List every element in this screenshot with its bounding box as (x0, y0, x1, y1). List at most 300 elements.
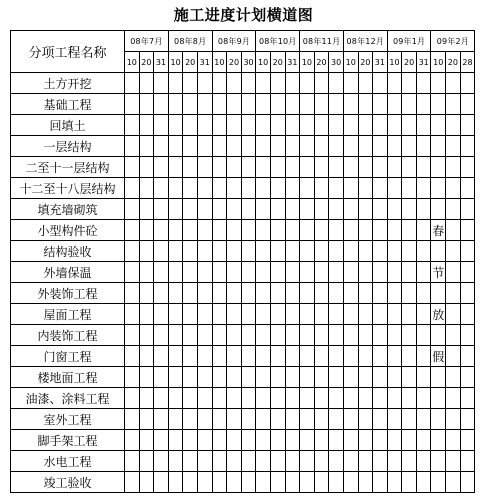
schedule-cell (329, 304, 344, 325)
schedule-cell (256, 136, 271, 157)
schedule-cell (460, 304, 475, 325)
schedule-cell (343, 157, 358, 178)
schedule-cell (358, 199, 373, 220)
schedule-cell (212, 241, 227, 262)
schedule-cell (460, 367, 475, 388)
schedule-cell (139, 430, 154, 451)
schedule-cell (314, 472, 329, 493)
task-row (11, 73, 475, 94)
schedule-cell (416, 199, 431, 220)
schedule-cell (168, 367, 183, 388)
day-header: 31 (416, 52, 431, 73)
schedule-cell (314, 94, 329, 115)
schedule-cell (270, 430, 285, 451)
schedule-cell (358, 115, 373, 136)
schedule-cell (168, 409, 183, 430)
schedule-cell (183, 388, 198, 409)
task-row (11, 115, 475, 136)
schedule-cell (270, 472, 285, 493)
schedule-cell (387, 241, 402, 262)
schedule-cell (402, 178, 417, 199)
schedule-cell (154, 178, 169, 199)
schedule-cell (300, 94, 315, 115)
schedule-cell (212, 304, 227, 325)
schedule-cell (256, 430, 271, 451)
day-header: 20 (183, 52, 198, 73)
schedule-cell (402, 220, 417, 241)
schedule-cell (256, 94, 271, 115)
schedule-cell (343, 73, 358, 94)
schedule-cell (314, 367, 329, 388)
schedule-cell (387, 472, 402, 493)
schedule-cell (256, 346, 271, 367)
schedule-cell (314, 304, 329, 325)
schedule-cell (241, 220, 256, 241)
task-row (11, 94, 475, 115)
schedule-cell (460, 73, 475, 94)
schedule-cell (416, 262, 431, 283)
schedule-cell (446, 430, 461, 451)
day-header: 20 (314, 52, 329, 73)
schedule-cell (197, 115, 212, 136)
schedule-cell (168, 199, 183, 220)
schedule-cell (197, 304, 212, 325)
schedule-cell (270, 409, 285, 430)
schedule-cell (300, 346, 315, 367)
schedule-cell (300, 283, 315, 304)
schedule-cell (183, 178, 198, 199)
day-header: 10 (343, 52, 358, 73)
schedule-cell (460, 388, 475, 409)
task-name: 竣工验收 (11, 472, 125, 493)
schedule-cell (416, 115, 431, 136)
schedule-cell (125, 304, 140, 325)
schedule-cell (241, 388, 256, 409)
schedule-cell (314, 346, 329, 367)
schedule-cell (183, 409, 198, 430)
schedule-cell (300, 388, 315, 409)
schedule-cell (416, 241, 431, 262)
schedule-cell (373, 73, 388, 94)
schedule-cell (197, 451, 212, 472)
schedule-cell (197, 325, 212, 346)
schedule-cell (270, 283, 285, 304)
schedule-cell (358, 262, 373, 283)
schedule-cell (373, 325, 388, 346)
task-name: 水电工程 (11, 451, 125, 472)
day-header: 20 (446, 52, 461, 73)
schedule-cell (212, 178, 227, 199)
schedule-cell (154, 283, 169, 304)
schedule-cell (402, 472, 417, 493)
schedule-cell (285, 304, 300, 325)
task-row (11, 325, 475, 346)
schedule-cell (168, 220, 183, 241)
schedule-cell (256, 115, 271, 136)
schedule-cell (212, 409, 227, 430)
schedule-cell (168, 73, 183, 94)
schedule-cell (343, 178, 358, 199)
schedule-cell (329, 367, 344, 388)
schedule-cell (358, 94, 373, 115)
schedule-cell (373, 472, 388, 493)
schedule-cell (183, 346, 198, 367)
schedule-cell (183, 115, 198, 136)
schedule-cell (446, 388, 461, 409)
month-header: 09年1月 (387, 31, 431, 52)
schedule-cell (460, 409, 475, 430)
day-header: 10 (300, 52, 315, 73)
schedule-cell (431, 430, 446, 451)
schedule-cell (212, 94, 227, 115)
month-header: 09年2月 (431, 31, 475, 52)
day-header: 28 (460, 52, 475, 73)
schedule-cell (329, 136, 344, 157)
schedule-cell (402, 304, 417, 325)
schedule-cell (197, 262, 212, 283)
schedule-cell (197, 346, 212, 367)
schedule-cell (139, 178, 154, 199)
schedule-cell (139, 451, 154, 472)
schedule-cell (314, 430, 329, 451)
schedule-cell (256, 199, 271, 220)
schedule-cell (125, 199, 140, 220)
schedule-cell (212, 262, 227, 283)
day-header: 20 (227, 52, 242, 73)
schedule-cell (256, 73, 271, 94)
schedule-cell (241, 346, 256, 367)
schedule-cell (329, 178, 344, 199)
schedule-cell (227, 199, 242, 220)
schedule-cell (154, 115, 169, 136)
schedule-cell (343, 199, 358, 220)
schedule-cell (446, 199, 461, 220)
schedule-cell (241, 136, 256, 157)
schedule-cell (460, 472, 475, 493)
schedule-cell (197, 199, 212, 220)
schedule-cell (446, 136, 461, 157)
task-name: 内装饰工程 (11, 325, 125, 346)
schedule-cell (285, 241, 300, 262)
month-header: 08年12月 (343, 31, 387, 52)
schedule-cell (343, 409, 358, 430)
schedule-cell (402, 283, 417, 304)
schedule-cell (125, 283, 140, 304)
day-header: 10 (125, 52, 140, 73)
schedule-cell (314, 388, 329, 409)
schedule-cell (197, 367, 212, 388)
schedule-cell (387, 283, 402, 304)
task-row (11, 283, 475, 304)
task-name: 楼地面工程 (11, 367, 125, 388)
schedule-cell (358, 283, 373, 304)
schedule-cell (416, 283, 431, 304)
schedule-cell (139, 157, 154, 178)
day-header: 20 (139, 52, 154, 73)
schedule-cell (212, 115, 227, 136)
schedule-cell (387, 388, 402, 409)
schedule-cell (125, 409, 140, 430)
schedule-cell (183, 157, 198, 178)
schedule-cell (139, 472, 154, 493)
day-header: 30 (329, 52, 344, 73)
schedule-cell (270, 115, 285, 136)
schedule-cell (446, 409, 461, 430)
schedule-cell (329, 73, 344, 94)
schedule-cell (227, 262, 242, 283)
schedule-cell (387, 136, 402, 157)
schedule-cell (183, 304, 198, 325)
gantt-table (10, 30, 475, 493)
schedule-cell (431, 73, 446, 94)
schedule-cell (446, 115, 461, 136)
schedule-cell (139, 115, 154, 136)
schedule-cell (460, 220, 475, 241)
schedule-cell (241, 409, 256, 430)
task-row (11, 451, 475, 472)
schedule-cell (314, 262, 329, 283)
schedule-cell (387, 178, 402, 199)
schedule-cell (431, 157, 446, 178)
schedule-cell (343, 325, 358, 346)
schedule-cell (446, 283, 461, 304)
schedule-cell (256, 325, 271, 346)
schedule-cell (125, 220, 140, 241)
schedule-cell (125, 178, 140, 199)
schedule-cell (460, 157, 475, 178)
schedule-cell (285, 367, 300, 388)
schedule-cell (416, 430, 431, 451)
schedule-cell (241, 157, 256, 178)
schedule-cell (227, 409, 242, 430)
schedule-cell (300, 325, 315, 346)
task-row (11, 178, 475, 199)
schedule-cell (125, 136, 140, 157)
schedule-cell (154, 94, 169, 115)
schedule-cell (402, 115, 417, 136)
schedule-cell (212, 325, 227, 346)
schedule-cell (460, 346, 475, 367)
schedule-cell (227, 73, 242, 94)
schedule-cell (139, 73, 154, 94)
task-row (11, 409, 475, 430)
task-row (11, 199, 475, 220)
schedule-cell (256, 451, 271, 472)
task-row (11, 430, 475, 451)
schedule-cell (270, 304, 285, 325)
schedule-cell (241, 178, 256, 199)
schedule-cell (197, 73, 212, 94)
schedule-cell (154, 136, 169, 157)
day-header: 31 (197, 52, 212, 73)
schedule-cell (314, 451, 329, 472)
task-name: 回填土 (11, 115, 125, 136)
schedule-cell (139, 388, 154, 409)
day-header: 10 (431, 52, 446, 73)
schedule-cell (168, 262, 183, 283)
task-name: 外装饰工程 (11, 283, 125, 304)
schedule-cell (139, 346, 154, 367)
schedule-cell (343, 262, 358, 283)
task-name: 油漆、涂料工程 (11, 388, 125, 409)
schedule-cell (227, 94, 242, 115)
schedule-cell (373, 199, 388, 220)
schedule-cell (256, 367, 271, 388)
schedule-cell (197, 157, 212, 178)
schedule-cell (402, 388, 417, 409)
schedule-cell (125, 157, 140, 178)
schedule-cell (183, 262, 198, 283)
schedule-cell (197, 283, 212, 304)
schedule-cell (285, 220, 300, 241)
schedule-cell (314, 220, 329, 241)
schedule-cell (402, 94, 417, 115)
schedule-cell (387, 304, 402, 325)
schedule-cell (300, 115, 315, 136)
schedule-cell (387, 346, 402, 367)
day-header: 20 (270, 52, 285, 73)
schedule-cell (343, 136, 358, 157)
schedule-cell (125, 430, 140, 451)
schedule-cell (154, 157, 169, 178)
schedule-cell (431, 472, 446, 493)
schedule-cell (329, 241, 344, 262)
month-header: 08年10月 (256, 31, 300, 52)
month-header: 08年8月 (168, 31, 212, 52)
schedule-cell (168, 241, 183, 262)
schedule-cell (358, 472, 373, 493)
schedule-cell (154, 73, 169, 94)
schedule-cell (183, 472, 198, 493)
schedule-cell (329, 346, 344, 367)
schedule-cell (343, 115, 358, 136)
schedule-cell (329, 451, 344, 472)
schedule-cell (314, 199, 329, 220)
schedule-cell (154, 241, 169, 262)
schedule-cell (431, 115, 446, 136)
schedule-cell (314, 178, 329, 199)
schedule-cell (270, 178, 285, 199)
schedule-cell (154, 199, 169, 220)
schedule-cell (256, 220, 271, 241)
schedule-cell (125, 367, 140, 388)
schedule-cell (329, 262, 344, 283)
schedule-cell (373, 241, 388, 262)
task-row (11, 367, 475, 388)
schedule-cell (168, 94, 183, 115)
schedule-cell (241, 262, 256, 283)
schedule-cell (168, 283, 183, 304)
schedule-cell (154, 325, 169, 346)
schedule-cell (373, 451, 388, 472)
schedule-cell (343, 94, 358, 115)
schedule-cell (402, 241, 417, 262)
schedule-cell (125, 115, 140, 136)
schedule-cell (402, 199, 417, 220)
schedule-cell (154, 220, 169, 241)
month-header: 08年7月 (125, 31, 169, 52)
schedule-cell (227, 451, 242, 472)
schedule-cell (373, 346, 388, 367)
holiday-note-char: 假 (431, 346, 446, 367)
task-name: 外墙保温 (11, 262, 125, 283)
month-header-row (11, 31, 475, 52)
task-row (11, 262, 475, 283)
schedule-cell (227, 283, 242, 304)
schedule-cell (387, 430, 402, 451)
task-row (11, 136, 475, 157)
schedule-cell (154, 409, 169, 430)
schedule-cell (402, 430, 417, 451)
schedule-cell (227, 325, 242, 346)
schedule-cell (256, 157, 271, 178)
schedule-cell (460, 451, 475, 472)
schedule-cell (227, 136, 242, 157)
schedule-cell (256, 178, 271, 199)
schedule-cell (154, 451, 169, 472)
schedule-cell (125, 241, 140, 262)
schedule-cell (125, 388, 140, 409)
schedule-cell (285, 136, 300, 157)
schedule-cell (168, 325, 183, 346)
schedule-cell (168, 430, 183, 451)
task-row (11, 388, 475, 409)
holiday-note-char: 春 (431, 220, 446, 241)
schedule-cell (270, 262, 285, 283)
schedule-cell (212, 346, 227, 367)
schedule-cell (387, 220, 402, 241)
schedule-cell (446, 220, 461, 241)
schedule-cell (241, 73, 256, 94)
schedule-cell (358, 367, 373, 388)
schedule-cell (446, 472, 461, 493)
schedule-cell (300, 241, 315, 262)
day-header: 31 (373, 52, 388, 73)
schedule-cell (227, 304, 242, 325)
schedule-cell (373, 283, 388, 304)
schedule-cell (300, 262, 315, 283)
task-name: 一层结构 (11, 136, 125, 157)
schedule-cell (343, 304, 358, 325)
schedule-cell (314, 241, 329, 262)
schedule-cell (197, 94, 212, 115)
schedule-cell (300, 367, 315, 388)
schedule-cell (343, 283, 358, 304)
schedule-cell (125, 472, 140, 493)
schedule-cell (416, 157, 431, 178)
schedule-cell (285, 94, 300, 115)
task-row (11, 220, 475, 241)
task-name: 十二至十八层结构 (11, 178, 125, 199)
month-header: 08年9月 (212, 31, 256, 52)
day-header: 31 (154, 52, 169, 73)
schedule-cell (460, 178, 475, 199)
schedule-cell (387, 262, 402, 283)
schedule-cell (154, 346, 169, 367)
schedule-cell (197, 241, 212, 262)
task-name: 室外工程 (11, 409, 125, 430)
schedule-cell (285, 472, 300, 493)
schedule-cell (212, 73, 227, 94)
schedule-cell (329, 94, 344, 115)
day-header: 20 (358, 52, 373, 73)
schedule-cell (241, 304, 256, 325)
schedule-cell (168, 157, 183, 178)
schedule-cell (183, 451, 198, 472)
schedule-cell (343, 220, 358, 241)
schedule-cell (329, 283, 344, 304)
schedule-cell (300, 451, 315, 472)
